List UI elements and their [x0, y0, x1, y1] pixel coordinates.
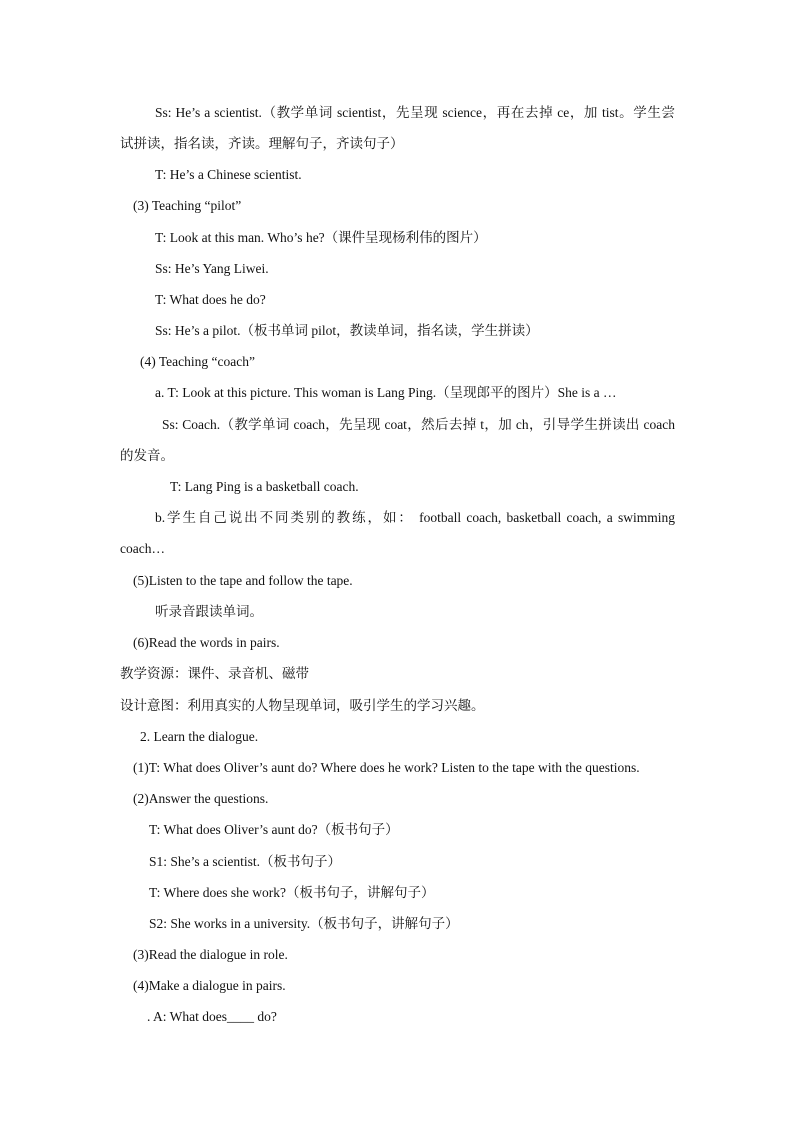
text-line: T: Where does she work?（板书句子，讲解句子） [149, 885, 435, 900]
text-line: 试拼读，指名读，齐读。理解句子，齐读句子） [120, 136, 404, 151]
text-line: 的发音。 [120, 448, 174, 463]
text-line: 教学资源：课件、录音机、磁带 [120, 666, 309, 681]
text-line: T: He’s a Chinese scientist. [155, 167, 302, 182]
text-line: (6)Read the words in pairs. [133, 635, 280, 650]
text-line: Ss: He’s a scientist.（教学单词 scientist，先呈现 science，再在去掉 ce，加 tist。学生尝 [155, 105, 675, 120]
text-line: T: Lang Ping is a basketball coach. [170, 479, 359, 494]
text-line: (4)Make a dialogue in pairs. [133, 978, 286, 993]
text-line: Ss: He’s a pilot.（板书单词 pilot，教读单词，指名读，学生拼读） [155, 323, 539, 338]
text-line: (5)Listen to the tape and follow the tape. [133, 573, 353, 588]
section-heading: 2. Learn the dialogue. [140, 729, 259, 744]
section-heading: (3) Teaching “pilot” [133, 198, 242, 213]
text-line: coach… [120, 541, 165, 556]
text-line: (1)T: What does Oliver’s aunt do? Where does he work? Listen to the tape with the questions. [133, 760, 640, 775]
text-line: T: What does he do? [155, 292, 266, 307]
text-line: (2)Answer the questions. [133, 791, 269, 806]
text-line: 听录音跟读单词。 [155, 604, 263, 619]
text-line: S1: She’s a scientist.（板书句子） [149, 854, 341, 869]
text-line: Ss: He’s Yang Liwei. [155, 261, 269, 276]
text-line: T: Look at this man. Who’s he?（课件呈现杨利伟的图片） [155, 230, 487, 245]
text-line: S2: She works in a university.（板书句子，讲解句子） [149, 916, 459, 931]
text-line: (3)Read the dialogue in role. [133, 947, 288, 962]
text-line: Ss: Coach.（教学单词 coach，先呈现 coat，然后去掉 t，加 ch，引导学生拼读出 coach [162, 417, 675, 432]
text-line: . A: What does____ do? [147, 1009, 277, 1024]
text-line: 设计意图：利用真实的人物呈现单词，吸引学生的学习兴趣。 [120, 698, 485, 713]
text-line: T: What does Oliver’s aunt do?（板书句子） [149, 822, 399, 837]
section-heading: (4) Teaching “coach” [140, 354, 255, 369]
text-line: a. T: Look at this picture. This woman is Lang Ping.（呈现郎平的图片）She is a … [155, 385, 617, 400]
text-line: b.学生自己说出不同类别的教练，如： football coach, basketball coach, a swimming [155, 510, 675, 525]
